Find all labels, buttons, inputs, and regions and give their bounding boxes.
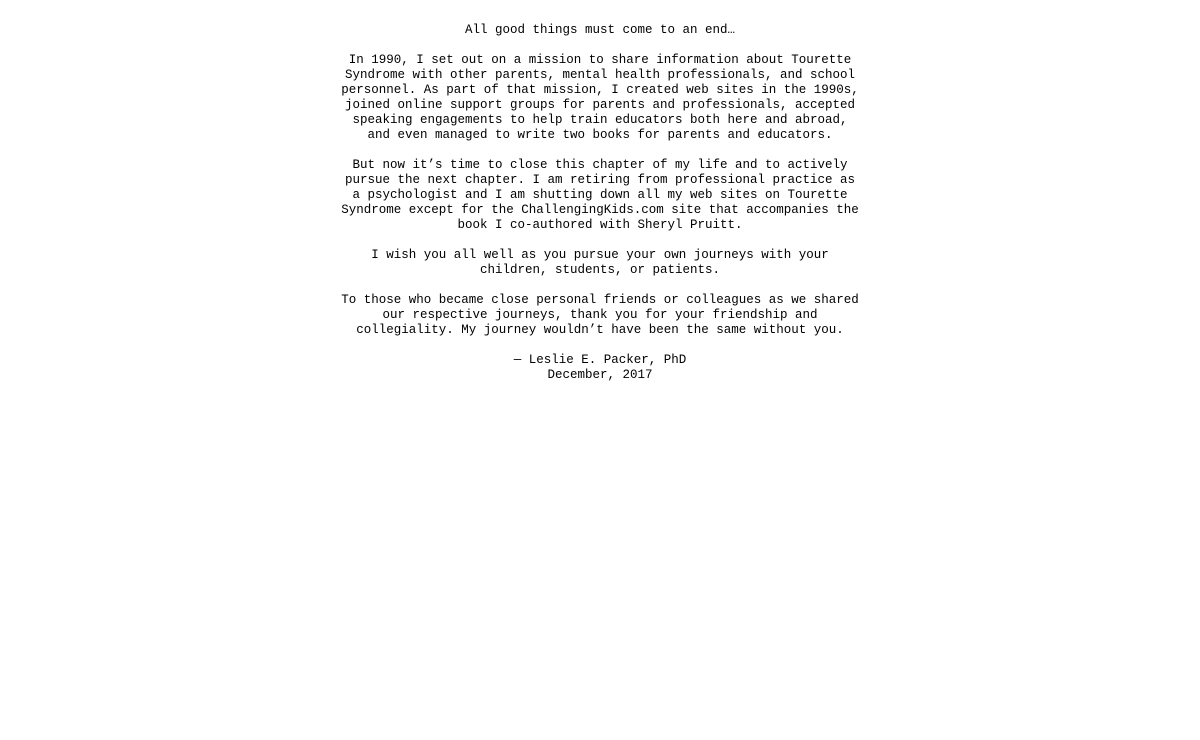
farewell-letter bbox=[340, 23, 860, 383]
signature-name: — Leslie E. Packer, PhD bbox=[513, 353, 687, 367]
letter-title: All good things must come to an end… bbox=[464, 23, 736, 37]
signature-date: December, 2017 bbox=[547, 368, 653, 382]
paragraph-mission: In 1990, I set out on a mission to share information about Tourette Syndrome with other parents, mental health professionals, and school personnel. As part of that mission, I created web sites in the 1990s, joined online support groups for parents and professionals, accepted speaking engagements to help train educators both here and abroad, and even managed to write two books for parents and educators. bbox=[341, 53, 859, 142]
paragraph-thanks: To those who became close personal friends or colleagues as we shared our respective journeys, thank you for your friendship and collegiality. My journey wouldn’t have been the same without you. bbox=[341, 293, 859, 337]
signature-block bbox=[340, 353, 860, 383]
paragraph-retirement: But now it’s time to close this chapter of my life and to actively pursue the next chapter. I am retiring from professional practice as a psychologist and I am shutting down all my web sites on Tourette Syndrome except for the ChallengingKids.com site that accompanies the book I co-authored with Sheryl Pruitt. bbox=[341, 158, 859, 232]
paragraph-well-wishes: I wish you all well as you pursue your own journeys with your children, students, or patients. bbox=[371, 248, 829, 277]
